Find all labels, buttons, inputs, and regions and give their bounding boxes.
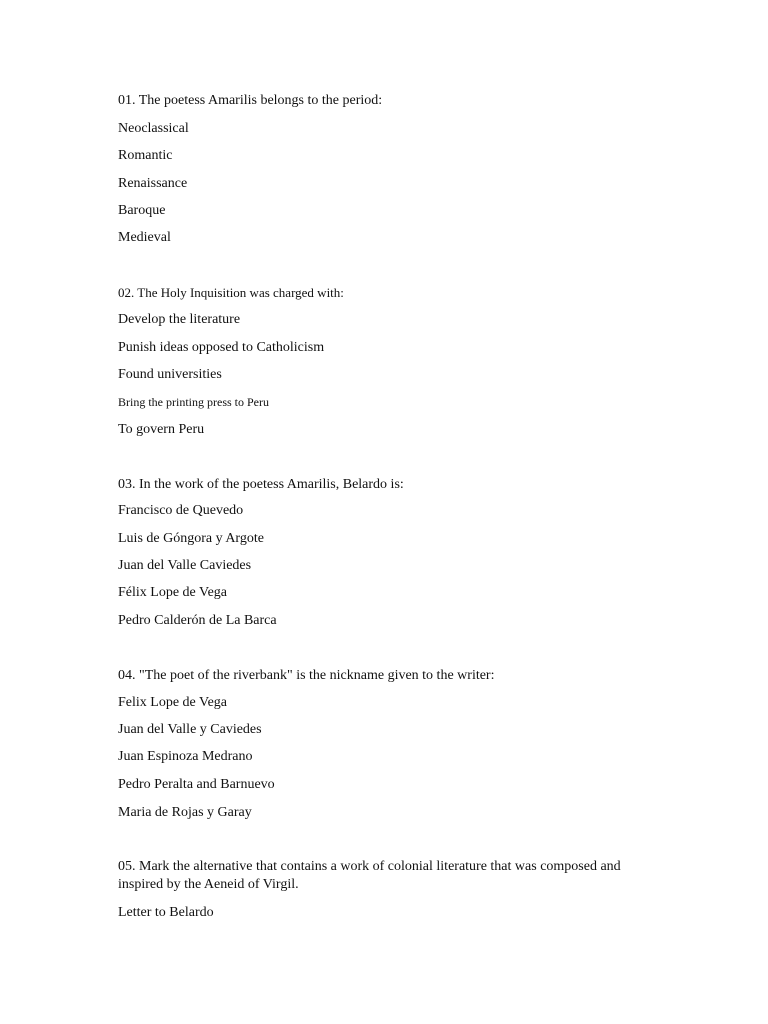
question-3-option-2: Luis de Góngora y Argote bbox=[118, 531, 264, 546]
question-1-option-3: Renaissance bbox=[118, 176, 188, 191]
question-1-option-1: Neoclassical bbox=[118, 121, 189, 136]
question-1-heading: 01. The poetess Amarilis belongs to the period: bbox=[118, 93, 383, 108]
question-4-option-5: Maria de Rojas y Garay bbox=[118, 805, 252, 820]
question-3-option-1: Francisco de Quevedo bbox=[118, 503, 244, 518]
question-1-option-5: Medieval bbox=[118, 230, 171, 245]
question-2-option-2: Punish ideas opposed to Catholicism bbox=[118, 340, 325, 355]
question-3-option-4: Félix Lope de Vega bbox=[118, 585, 227, 600]
question-2-option-3: Found universities bbox=[118, 367, 222, 382]
question-4-option-4: Pedro Peralta and Barnuevo bbox=[118, 777, 275, 792]
question-1-option-2: Romantic bbox=[118, 148, 173, 163]
question-4-option-1: Felix Lope de Vega bbox=[118, 695, 227, 710]
question-4-option-2: Juan del Valle y Caviedes bbox=[118, 722, 262, 737]
question-5-option-1: Letter to Belardo bbox=[118, 905, 214, 920]
question-2-heading: 02. The Holy Inquisition was charged with: bbox=[118, 285, 344, 300]
question-3-heading: 03. In the work of the poetess Amarilis, Belardo is: bbox=[118, 477, 404, 492]
question-4-heading: 04. "The poet of the riverbank" is the nickname given to the writer: bbox=[118, 668, 495, 683]
question-3-option-5: Pedro Calderón de La Barca bbox=[118, 613, 277, 628]
question-5-heading: 05. Mark the alternative that contains a work of colonial literature that was composed and inspired by the Aeneid of Virgil. bbox=[118, 859, 621, 892]
question-4-option-3: Juan Espinoza Medrano bbox=[118, 749, 253, 764]
question-1-option-4: Baroque bbox=[118, 203, 166, 218]
question-2-option-1: Develop the literature bbox=[118, 312, 241, 327]
question-2-option-5: To govern Peru bbox=[118, 422, 205, 437]
question-2-option-4: Bring the printing press to Peru bbox=[118, 395, 269, 409]
question-3-option-3: Juan del Valle Caviedes bbox=[118, 558, 252, 573]
